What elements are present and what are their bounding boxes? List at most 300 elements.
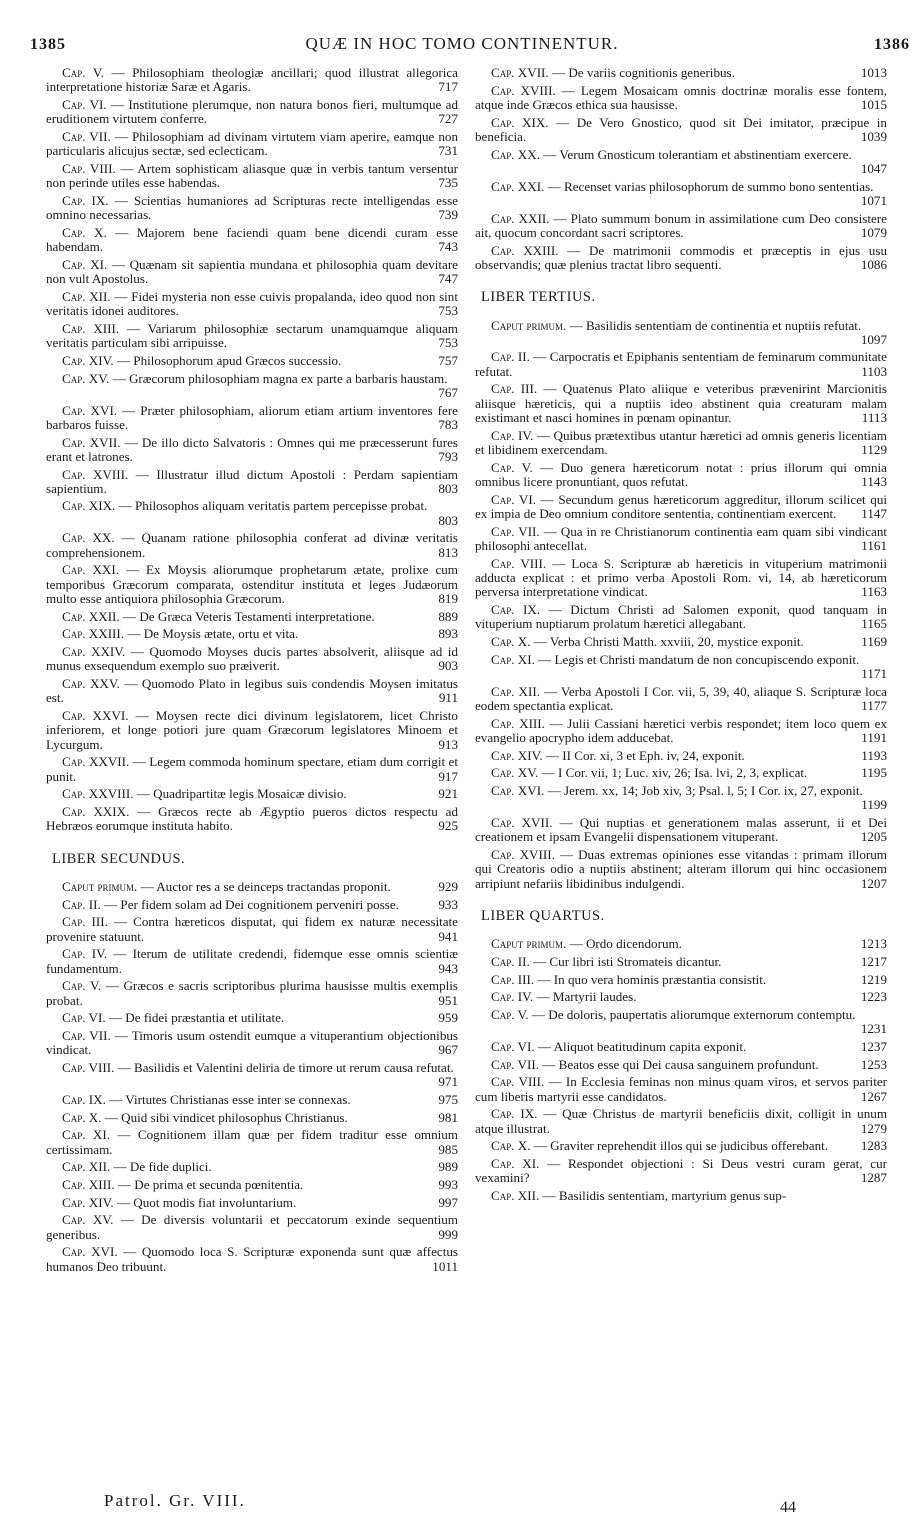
chapter-summary: — Fidei mysteria non esse cuivis propalanda, ideo quod non sint veritatis idonei auditores. — [46, 288, 458, 319]
page-reference: 1231 — [860, 1021, 887, 1037]
page-reference: 943 — [438, 960, 458, 976]
page-reference: 1011 — [432, 1258, 458, 1274]
page-reference: 783 — [438, 416, 458, 432]
chapter-entry — [46, 1011, 458, 1025]
chapter-number: Cap. X. — [62, 1109, 102, 1125]
chapter-entry — [46, 322, 458, 351]
chapter-number: Cap. XIV. — [491, 747, 543, 763]
page-reference: 819 — [438, 591, 458, 607]
chapter-entry — [475, 635, 887, 649]
volume-footer: Patrol. Gr. VIII. — [104, 1491, 246, 1510]
chapter-summary: — Scientias humaniores ad Scripturas recte intelligendas esse omnino necessarias. — [46, 192, 458, 223]
chapter-entry — [475, 603, 887, 632]
page-reference: 951 — [438, 992, 458, 1008]
chapter-entry — [475, 382, 887, 425]
chapter-summary: — De fide duplici. — [113, 1159, 212, 1175]
chapter-number: Cap. VIII. — [62, 1059, 115, 1075]
chapter-entry — [475, 955, 887, 969]
page-reference: 967 — [438, 1042, 458, 1058]
chapter-summary: — Secundum genus hæreticorum aggreditur, illorum scilicet qui ex impia de Deo omnium conditore sententia, continentiam exercent. — [475, 491, 888, 522]
chapter-entry — [475, 1157, 887, 1186]
page-reference: 793 — [438, 448, 458, 464]
chapter-summary: — Martyrii laudes. — [536, 989, 637, 1005]
chapter-summary: — Philosophos aliquam veritatis partem percepisse probat. — [118, 498, 428, 514]
chapter-entry — [46, 354, 458, 368]
chapter-entry — [46, 610, 458, 624]
chapter-number: Cap. X. — [491, 633, 531, 649]
left-column — [46, 66, 458, 1277]
chapter-entry — [46, 947, 458, 976]
chapter-summary: — Majorem bene faciendi quam bene dicendi curam esse habendam. — [46, 224, 458, 255]
page-reference: 1195 — [861, 765, 887, 781]
chapter-summary: — In Ecclesia feminas non minus quam viros, et servos pariter cum liberis martyrii esse candidatos. — [475, 1074, 888, 1104]
chapter-number: Caput primum. — [491, 936, 567, 952]
chapter-entry — [475, 816, 887, 845]
chapter-number: Cap. III. — [62, 914, 108, 930]
chapter-entry — [475, 1189, 887, 1203]
chapter-summary: — De Græca Veteris Testamenti interpretatione. — [122, 608, 375, 624]
page-reference: 917 — [438, 768, 458, 784]
page-reference: 1199 — [861, 797, 887, 813]
chapter-summary: — Legem Mosaicam omnis doctrinæ moralis esse fontem, atque inde Græcos ethica sua hausisse. — [475, 82, 887, 112]
chapter-entry — [475, 784, 887, 813]
chapter-number: Cap. XIII. — [62, 1176, 115, 1192]
chapter-entry — [475, 557, 887, 600]
chapter-number: Cap. XX. — [491, 146, 540, 162]
page-reference: 913 — [438, 736, 458, 752]
chapter-number: Cap. XIX. — [491, 114, 549, 130]
chapter-entry — [475, 429, 887, 458]
chapter-number: Cap. XII. — [62, 288, 111, 304]
chapter-number: Cap. V. — [62, 978, 101, 994]
chapter-entry — [475, 937, 887, 951]
chapter-entry — [475, 66, 887, 80]
page-reference: 1129 — [861, 442, 887, 458]
chapter-entry — [475, 1040, 887, 1054]
chapter-entry — [46, 1061, 458, 1090]
chapter-number: Cap. XIV. — [62, 352, 114, 368]
chapter-number: Cap. XI. — [491, 1155, 540, 1171]
chapter-entry — [475, 1058, 887, 1072]
chapter-entry — [46, 627, 458, 641]
chapter-entry — [46, 1213, 458, 1242]
chapter-number: Cap. II. — [62, 896, 101, 912]
chapter-entry — [46, 677, 458, 706]
chapter-summary: — De Moysis ætate, ortu et vita. — [127, 626, 299, 642]
chapter-entry — [46, 787, 458, 801]
page-reference: 1013 — [860, 65, 887, 80]
page-reference: 921 — [438, 786, 458, 802]
chapter-number: Cap. XVII. — [62, 434, 121, 450]
chapter-entry — [475, 180, 887, 209]
page-reference: 757 — [438, 352, 458, 368]
chapter-summary: — II Cor. xi, 3 et Eph. iv, 24, exponit. — [545, 747, 745, 763]
chapter-number: Cap. IX. — [491, 601, 541, 617]
chapter-number: Cap. XIII. — [62, 320, 120, 336]
chapter-entry — [46, 194, 458, 223]
chapter-entry — [475, 84, 887, 113]
page-reference: 1205 — [860, 829, 887, 845]
page-reference: 903 — [438, 658, 458, 674]
chapter-summary: — Quomodo loca S. Scripturæ exponenda sunt quæ affectus humanos Deo tribuunt. — [46, 1244, 458, 1274]
page-reference: 753 — [438, 335, 458, 351]
chapter-summary: — De Vero Gnostico, quod sit Dei imitator, præcipue in beneficia. — [475, 114, 887, 144]
page-reference: 1047 — [860, 160, 887, 176]
chapter-summary: — Respondet objectioni : Si Deus vestri curam gerat, cur vexamini? — [475, 1155, 887, 1186]
page-reference: 1213 — [860, 936, 887, 952]
chapter-entry — [46, 162, 458, 191]
chapter-summary: — Verum Gnosticum tolerantiam et abstinentiam exercere. — [543, 146, 852, 162]
chapter-entry — [475, 766, 887, 780]
chapter-summary: — Aliquot beatitudinum capita exponit. — [537, 1038, 747, 1054]
chapter-number: Cap. XXII. — [62, 608, 120, 624]
chapter-number: Cap. XVIII. — [491, 82, 556, 98]
chapter-summary: — In quo vera hominis præstantia consistit. — [537, 971, 767, 987]
left-page-number: 1385 — [30, 36, 66, 53]
page-reference: 767 — [438, 384, 458, 400]
chapter-number: Cap. XVI. — [62, 1244, 118, 1260]
running-title: QUÆ IN HOC TOMO CONTINENTUR. — [305, 34, 619, 53]
page-reference: 731 — [438, 143, 458, 159]
chapter-number: Cap. XXV. — [62, 676, 120, 692]
page-reference: 1161 — [861, 538, 887, 553]
chapter-entry — [475, 212, 887, 241]
chapter-summary: — Carpocratis et Epiphanis sententiam de feminarum communitate refutat. — [475, 349, 887, 379]
book-heading: LIBER TERTIUS. — [481, 289, 596, 306]
chapter-number: Cap. XV. — [62, 1212, 114, 1228]
chapter-entry — [46, 645, 458, 674]
chapter-number: Cap. XVII. — [491, 814, 553, 830]
chapter-entry — [46, 290, 458, 319]
chapter-entry — [46, 531, 458, 560]
chapter-summary: — Quomodo Plato in legibus suis condendis Moysen imitatus est. — [46, 676, 458, 706]
page-reference: 1177 — [861, 697, 887, 713]
chapter-summary: — De variis cognitionis generibus. — [551, 65, 735, 80]
chapter-number: Caput primum. — [491, 317, 567, 333]
page-reference: 1287 — [860, 1170, 887, 1186]
page-reference: 971 — [438, 1074, 458, 1090]
chapter-summary: — Julii Cassiani hæretici verbis respondet; item loco quem ex evangelio apocrypho idem adducebat. — [475, 715, 887, 745]
chapter-summary: — De matrimonii commodis et præceptis in ejus usu observandis; quæ plenius tractat libro sequenti. — [475, 242, 887, 272]
chapter-number: Cap. XXI. — [491, 178, 545, 194]
page-reference: 925 — [438, 818, 458, 834]
page-reference: 933 — [438, 896, 458, 912]
page-reference: 889 — [438, 608, 458, 624]
chapter-summary: — Philosophorum apud Græcos successio. — [116, 352, 342, 368]
page-reference: 975 — [438, 1091, 458, 1107]
page-reference: 1283 — [860, 1138, 887, 1154]
chapter-number: Cap. IV. — [491, 989, 534, 1005]
chapter-entry — [475, 116, 887, 145]
page-reference: 893 — [438, 626, 458, 642]
chapter-number: Cap. XVIII. — [491, 846, 555, 862]
chapter-number: Cap. IV. — [62, 946, 108, 962]
chapter-number: Cap. IX. — [491, 1106, 538, 1122]
chapter-summary: — De doloris, paupertatis aliorumque externorum contemptu. — [531, 1006, 856, 1022]
page-reference: 911 — [438, 690, 458, 706]
chapter-number: Cap. V. — [491, 459, 533, 475]
chapter-entry — [46, 1245, 458, 1274]
chapter-number: Cap. XXVIII. — [62, 786, 134, 802]
chapter-entry — [46, 755, 458, 784]
chapter-summary: — Legis et Christi mandatum de non concupiscendo exponit. — [538, 651, 860, 667]
book-heading: LIBER QUARTUS. — [481, 907, 605, 924]
chapter-entry — [475, 1139, 887, 1153]
chapter-entry — [46, 66, 458, 95]
chapter-summary: — Græcos recte ab Ægyptio pueros dictos respectu ad Hebræos eorumque instituta habito. — [46, 804, 458, 834]
chapter-summary: — Basilidis et Valentini deliria de timore ut rerum causa refutat. — [117, 1059, 454, 1075]
chapter-entry — [46, 404, 458, 433]
chapter-number: Cap. XII. — [491, 1187, 540, 1203]
chapter-number: Cap. XXVII. — [62, 754, 130, 770]
page-reference: 1113 — [861, 410, 887, 426]
chapter-summary: — Jerem. xx, 14; Job xiv, 3; Psal. l, 5; I Cor. ix, 27, exponit. — [547, 782, 863, 798]
page-reference: 1217 — [860, 953, 887, 969]
chapter-entry — [46, 709, 458, 752]
chapter-number: Cap. XIV. — [62, 1194, 114, 1210]
chapter-entry — [46, 1111, 458, 1125]
page-reference: 1191 — [861, 729, 887, 745]
page-reference: 929 — [438, 878, 458, 894]
page-reference: 1267 — [860, 1088, 887, 1104]
book-heading: LIBER SECUNDUS. — [52, 850, 186, 867]
chapter-summary: — Virtutes Christianas esse inter se connexas. — [109, 1091, 351, 1107]
page-reference: 1103 — [861, 363, 887, 379]
chapter-summary: — Basilidis sententiam de continentia et nuptiis refutat. — [569, 317, 862, 333]
chapter-summary: — Qua in re Christianorum continentia eam quam sibi vindicant philosophi antecellat. — [475, 523, 887, 553]
chapter-summary: — Præter philosophiam, aliorum etiam artium inventores fere barbaros fuisse. — [46, 402, 458, 432]
chapter-entry — [475, 525, 887, 554]
page-reference: 999 — [438, 1226, 458, 1242]
chapter-number: Cap. XI. — [491, 651, 535, 667]
chapter-number: Cap. XXIX. — [62, 804, 130, 820]
page-reference: 1163 — [861, 584, 887, 600]
chapter-summary: — Variarum philosophiæ sectarum unamquamque aliquam veritatis particulam sibi arripuisse. — [46, 320, 458, 351]
chapter-summary: — Auctor res a se deinceps tractandas proponit. — [140, 878, 391, 894]
chapter-summary: — Qui nuptias et generationem malas asserunt, ii et Dei creationem et ipsam Evangelii dispensationem vituperant. — [475, 814, 887, 845]
chapter-number: Cap. XI. — [62, 1127, 110, 1143]
chapter-entry — [475, 717, 887, 746]
right-column — [475, 66, 887, 1207]
chapter-number: Cap. XVIII. — [62, 466, 129, 482]
chapter-summary: — Illustratur illud dictum Apostoli : Perdam sapientiam sapientium. — [46, 466, 458, 496]
chapter-number: Cap. XI. — [62, 256, 108, 272]
page-reference: 747 — [438, 271, 458, 287]
chapter-summary: — Ordo dicendorum. — [569, 936, 682, 952]
chapter-entry — [46, 372, 458, 401]
page-reference: 803 — [438, 512, 458, 528]
chapter-summary: — Quadripartitæ legis Mosaicæ divisio. — [136, 786, 347, 802]
chapter-summary: — Quatenus Plato aliique e veteribus prævenirint Marcionitis aliisque hæreticis, qui a nuptiis ideo abstinent quia creaturam malam existimant et nasci homines in pœnam opinantur. — [475, 381, 887, 426]
chapter-entry — [46, 258, 458, 287]
page-reference: 1015 — [860, 96, 887, 112]
chapter-summary: — Artem sophisticam aliasque quæ in verbis tantum versentur non perinde utiles esse habendas. — [46, 160, 459, 191]
chapter-summary: — De prima et secunda pœnitentia. — [117, 1176, 304, 1192]
chapter-summary: — Beatos esse qui Dei causa sanguinem profundunt. — [542, 1056, 819, 1072]
page-reference: 1079 — [860, 224, 887, 240]
chapter-number: Cap. VI. — [491, 491, 536, 507]
chapter-summary: — Timoris usum ostendit eumque a vituperantium objectionibus vindicat. — [46, 1027, 459, 1058]
page-reference: 993 — [438, 1176, 458, 1192]
chapter-entry — [46, 130, 458, 159]
chapter-number: Cap. XXII. — [491, 210, 550, 226]
chapter-summary: — Philosophiam ad divinam virtutem viam aperire, eamque non particularis alicujus sectæ, sed eclecticam. — [46, 128, 458, 159]
chapter-entry — [46, 468, 458, 497]
chapter-entry — [475, 749, 887, 763]
chapter-number: Cap. XII. — [491, 683, 540, 699]
page-reference: 997 — [438, 1194, 458, 1210]
chapter-number: Cap. III. — [491, 381, 538, 397]
page-reference: 1143 — [861, 474, 887, 490]
chapter-number: Cap. V. — [491, 1006, 529, 1022]
chapter-summary: — Quid sibi vindicet philosophus Christianus. — [104, 1109, 348, 1125]
page-reference: 753 — [438, 303, 458, 319]
chapter-summary: — Quomodo Moyses ducis partes absolverit, aliisque ad id munus exsequendum exemplo suo præiverit. — [46, 644, 458, 674]
chapter-number: Cap. IV. — [491, 427, 534, 443]
page-reference: 813 — [438, 544, 458, 560]
chapter-summary: — Ex Moysis aliorumque prophetarum ætate, prolixe cum temporibus Græcorum comparata, ostenditur instituta et leges Judæorum multo esse antiquiora philosophia Græcorum. — [46, 562, 458, 607]
chapter-entry — [475, 990, 887, 1004]
chapter-entry — [46, 1093, 458, 1107]
chapter-number: Cap. VIII. — [491, 555, 547, 571]
chapter-number: Cap. VII. — [491, 1056, 539, 1072]
chapter-number: Cap. V. — [62, 65, 104, 80]
page-reference: 1279 — [860, 1120, 887, 1136]
chapter-summary: — De diversis voluntarii et peccatorum exinde sequentium generibus. — [46, 1212, 458, 1242]
chapter-entry — [46, 1128, 458, 1157]
chapter-summary: — Philosophiam theologiæ ancillari; quod illustrat allegorica interpretatione historiæ Saræ et Agaris. — [46, 65, 458, 95]
chapter-entry — [475, 1008, 887, 1037]
chapter-entry — [46, 880, 458, 894]
chapter-entry — [475, 973, 887, 987]
chapter-entry — [46, 563, 458, 606]
page-reference: 941 — [438, 928, 458, 944]
chapter-number: Cap. XX. — [62, 530, 115, 546]
chapter-number: Cap. XXIV. — [62, 644, 126, 660]
page-reference: 727 — [438, 111, 458, 127]
signature-mark: 44 — [780, 1499, 796, 1516]
chapter-summary: — De illo dicto Salvatoris : Omnes qui me præcesserunt fures erant et latrones. — [46, 434, 458, 464]
page-reference: 1171 — [861, 665, 887, 681]
chapter-entry — [46, 226, 458, 255]
chapter-entry — [475, 653, 887, 682]
chapter-number: Cap. II. — [491, 349, 530, 365]
chapter-number: Caput primum. — [62, 878, 138, 894]
chapter-summary: — Duas extremas opiniones esse vitandas : primam illorum qui Creatoris odio a nuptiis abstinent; alteram illorum qui hinc occasionem arripiunt nefariis libidinibus indulgendi. — [475, 846, 887, 891]
page-reference: 1253 — [860, 1056, 887, 1072]
chapter-summary: — Græcos e sacris scriptoribus plurima hausisse multis exemplis probat. — [46, 978, 459, 1008]
chapter-summary: — Legem commoda hominum spectare, etiam dum corrigit et punit. — [46, 754, 458, 784]
chapter-summary: — Iterum de utilitate credendi, fidemque esse omnis scientiæ fundamentum. — [46, 946, 458, 976]
page-reference: 743 — [438, 239, 458, 255]
chapter-entry — [475, 1075, 887, 1104]
chapter-entry — [475, 244, 887, 273]
chapter-entry — [475, 148, 887, 177]
chapter-summary: — Institutione plerumque, non natura bonos fieri, multumque ad eruditionem virtutem conferre. — [46, 96, 458, 127]
chapter-number: Cap. IX. — [62, 1091, 106, 1107]
chapter-entry — [46, 805, 458, 834]
chapter-summary: — Quot modis fiat involuntarium. — [116, 1194, 297, 1210]
chapter-number: Cap. VII. — [491, 523, 540, 539]
right-page-number: 1386 — [874, 36, 910, 53]
chapter-summary: — Quibus prætextibus utantur hæretici ad omnis generis licentiam et libidinem exercendam. — [475, 427, 887, 458]
chapter-number: Cap. XVI. — [62, 402, 118, 418]
page-reference: 1207 — [860, 875, 887, 891]
chapter-entry — [475, 1107, 887, 1136]
chapter-number: Cap. XVI. — [491, 782, 545, 798]
chapter-number: Cap. III. — [491, 971, 535, 987]
chapter-number: Cap. VII. — [62, 128, 111, 144]
chapter-entry — [46, 98, 458, 127]
page-reference: 735 — [438, 175, 458, 191]
chapter-number: Cap. XIX. — [62, 498, 116, 514]
chapter-entry — [475, 685, 887, 714]
page-reference: 1237 — [860, 1038, 887, 1054]
chapter-summary: — Recenset varias philosophorum de summo bono sententias. — [547, 178, 874, 194]
chapter-summary: — De fidei præstantia et utilitate. — [108, 1010, 285, 1026]
chapter-number: Cap. II. — [491, 953, 530, 969]
chapter-summary: — Græcorum philosophiam magna ex parte a barbaris haustam. — [112, 370, 448, 386]
chapter-entry — [46, 898, 458, 912]
chapter-entry — [46, 915, 458, 944]
chapter-number: Cap. XVII. — [491, 65, 549, 80]
chapter-number: Cap. XXI. — [62, 562, 120, 578]
page-reference: 981 — [438, 1109, 458, 1125]
chapter-entry — [46, 1196, 458, 1210]
chapter-entry — [475, 461, 887, 490]
chapter-number: Cap. VI. — [62, 1010, 106, 1026]
chapter-number: Cap. XXIII. — [62, 626, 125, 642]
chapter-entry — [46, 1160, 458, 1174]
chapter-summary: — Verba Apostoli I Cor. vii, 5, 39, 40, aliaque S. Scripturæ loca eodem spectantia explicat. — [475, 683, 887, 713]
page-reference: 1086 — [860, 256, 887, 272]
chapter-number: Cap. VI. — [491, 1038, 535, 1054]
chapter-summary: — Moysen recte dici divinum legislatorem, licet Christo inferiorem, et longe potiori jure quam Græcorum legislatores Minoem et Lycurgum. — [46, 708, 458, 752]
page-reference: 1097 — [860, 331, 887, 347]
chapter-summary: — Basilidis sententiam, martyrium genus sup- — [542, 1187, 787, 1203]
chapter-summary: — Plato summum bonum in assimilatione cum Deo consistere ait, quocum concordant sacri scriptores. — [475, 210, 887, 240]
page-reference: 1071 — [860, 192, 887, 208]
chapter-number: Cap. VII. — [62, 1027, 111, 1043]
chapter-summary: — Quanam ratione philosophia conferat ad divinæ veritatis comprehensionem. — [46, 530, 458, 560]
chapter-number: Cap. X. — [62, 224, 107, 240]
chapter-number: Cap. XII. — [62, 1159, 111, 1175]
chapter-number: Cap. XV. — [491, 765, 539, 781]
chapter-entry — [46, 1178, 458, 1192]
chapter-summary: — Contra hæreticos disputat, qui fidem ex naturæ necessitate provenire statuunt. — [46, 914, 458, 944]
page-reference: 739 — [438, 207, 458, 223]
page-reference: 1039 — [860, 128, 887, 144]
page-reference: 1193 — [861, 747, 887, 763]
page-reference: 803 — [438, 480, 458, 496]
chapter-number: Cap. VIII. — [491, 1074, 545, 1090]
page-reference: 1219 — [860, 971, 887, 987]
chapter-summary: — Quæ Christus de martyrii beneficiis dixit, colligit in unum atque illustrat. — [475, 1106, 888, 1136]
page-reference: 989 — [438, 1159, 458, 1175]
chapter-number: Cap. XXVI. — [62, 708, 129, 724]
chapter-summary: — Quænam sit sapientia mundana et philosophia quam devitare non vult Apostolus. — [46, 256, 458, 287]
chapter-entry — [475, 350, 887, 379]
page-reference: 1169 — [861, 633, 887, 649]
chapter-entry — [46, 436, 458, 465]
page-reference: 1165 — [861, 616, 887, 632]
chapter-number: Cap. IX. — [62, 192, 109, 208]
chapter-entry — [46, 979, 458, 1008]
chapter-summary: — Dictum Christi ad Salomen exponit, quod tanquam in vituperium nuptiarum prolatum hæretici allegabant. — [475, 601, 887, 632]
page-reference: 959 — [438, 1010, 458, 1026]
chapter-number: Cap. VIII. — [62, 160, 116, 176]
page-reference: 1147 — [861, 506, 887, 522]
